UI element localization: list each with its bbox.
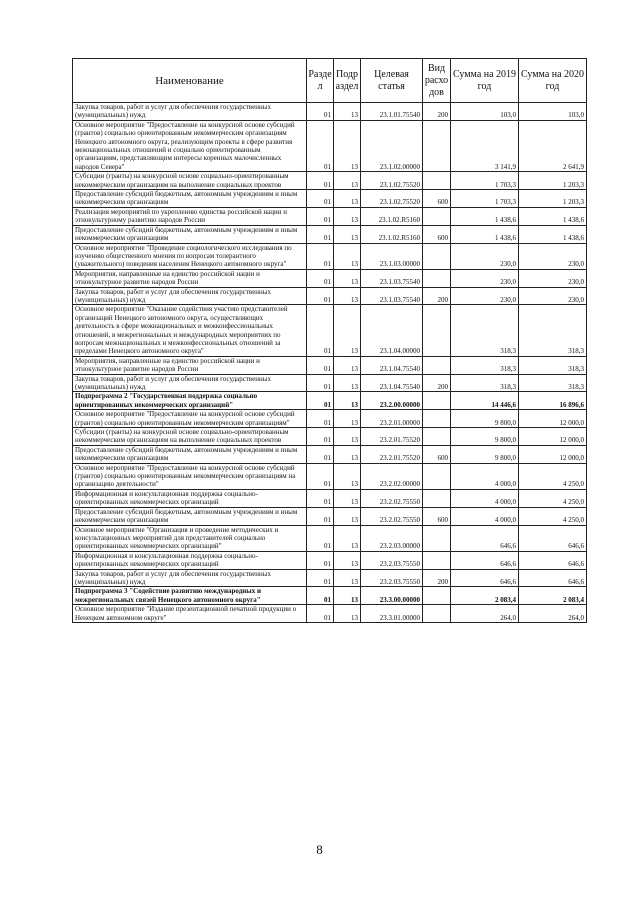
- row-podrazdel: 13: [334, 225, 361, 243]
- row-vid: 600: [423, 507, 451, 525]
- row-target: 23.1.03.75540: [361, 269, 423, 287]
- row-podrazdel: 13: [334, 392, 361, 410]
- row-razdel: 01: [307, 445, 334, 463]
- row-razdel: 01: [307, 525, 334, 551]
- row-podrazdel: 13: [334, 287, 361, 305]
- table-row: [73, 374, 587, 392]
- row-name: Закупка товаров, работ и услуг для обеспечения государственных (муниципальных) нужд: [73, 374, 307, 392]
- header-target: Целевая статья: [361, 59, 423, 103]
- row-sum-2019: 1 438,6: [451, 225, 519, 243]
- table-row: [73, 103, 587, 121]
- row-vid: [423, 243, 451, 269]
- row-name: Информационная и консультационная поддержка социально-ориентированных некоммерческих организаций: [73, 489, 307, 507]
- row-name: Основное мероприятие "Предоставление на конкурсной основе субсидий (грантов) социально ориентированным некоммерческим организациям Ненецкого автономного округа, реализующим проекты в сфере развития межнациональных отношений и социально ориентированным организациям, представляющим интересы коренных малочисленных народов Севера": [73, 120, 307, 171]
- row-target: 23.2.02.75550: [361, 489, 423, 507]
- row-sum-2020: 646,6: [519, 551, 587, 569]
- row-sum-2020: 230,0: [519, 243, 587, 269]
- row-podrazdel: 13: [334, 428, 361, 446]
- row-podrazdel: 13: [334, 587, 361, 605]
- row-sum-2020: 318,3: [519, 374, 587, 392]
- table-row: [73, 392, 587, 410]
- row-target: 23.2.01.75520: [361, 445, 423, 463]
- row-name: Основное мероприятие "Организация и проведение методических и консультационных мероприятий для представителей социально ориентированных некоммерческих организаций": [73, 525, 307, 551]
- row-razdel: 01: [307, 551, 334, 569]
- row-name: Закупка товаров, работ и услуг для обеспечения государственных (муниципальных) нужд: [73, 287, 307, 305]
- row-podrazdel: 13: [334, 463, 361, 489]
- row-sum-2020: 1 203,3: [519, 190, 587, 208]
- row-sum-2019: 230,0: [451, 269, 519, 287]
- row-sum-2019: 1 438,6: [451, 207, 519, 225]
- row-target: 23.2.01.75520: [361, 428, 423, 446]
- table-row: [73, 172, 587, 190]
- row-razdel: 01: [307, 190, 334, 208]
- row-podrazdel: 13: [334, 489, 361, 507]
- row-sum-2019: 318,3: [451, 356, 519, 374]
- row-sum-2019: 103,0: [451, 103, 519, 121]
- row-target: 23.1.04.00000: [361, 305, 423, 356]
- row-razdel: 01: [307, 463, 334, 489]
- table-row: [73, 569, 587, 587]
- row-target: 23.1.03.75540: [361, 287, 423, 305]
- row-sum-2020: 1 203,3: [519, 172, 587, 190]
- row-target: 23.2.02.75550: [361, 507, 423, 525]
- row-name: Предоставление субсидий бюджетным, автономным учреждениям и иным некоммерческим организациям: [73, 190, 307, 208]
- table-row: [73, 489, 587, 507]
- row-razdel: 01: [307, 243, 334, 269]
- row-target: 23.3.01.00000: [361, 605, 423, 623]
- row-sum-2020: 4 250,0: [519, 507, 587, 525]
- row-razdel: 01: [307, 269, 334, 287]
- row-vid: 200: [423, 103, 451, 121]
- row-target: 23.2.00.00000: [361, 392, 423, 410]
- row-vid: 600: [423, 225, 451, 243]
- header-sum-2020: Сумма на 2020 год: [519, 59, 587, 103]
- row-sum-2020: 318,3: [519, 305, 587, 356]
- row-sum-2019: 230,0: [451, 287, 519, 305]
- table-row: [73, 305, 587, 356]
- row-target: 23.2.02.00000: [361, 463, 423, 489]
- row-vid: [423, 207, 451, 225]
- row-sum-2020: 12 000,0: [519, 410, 587, 428]
- row-sum-2020: 646,6: [519, 525, 587, 551]
- row-sum-2019: 3 141,9: [451, 120, 519, 171]
- row-podrazdel: 13: [334, 507, 361, 525]
- table-row: [73, 207, 587, 225]
- row-razdel: 01: [307, 103, 334, 121]
- header-sum-2019: Сумма на 2019 год: [451, 59, 519, 103]
- row-vid: [423, 356, 451, 374]
- row-razdel: 01: [307, 374, 334, 392]
- row-sum-2020: 103,0: [519, 103, 587, 121]
- row-podrazdel: 13: [334, 103, 361, 121]
- row-razdel: 01: [307, 120, 334, 171]
- row-name: Мероприятия, направленные на единство российской нации и этнокультурное развитие народов России: [73, 356, 307, 374]
- row-sum-2019: 4 000,0: [451, 463, 519, 489]
- table-row: [73, 269, 587, 287]
- row-podrazdel: 13: [334, 569, 361, 587]
- row-name: Закупка товаров, работ и услуг для обеспечения государственных (муниципальных) нужд: [73, 103, 307, 121]
- row-vid: [423, 392, 451, 410]
- row-sum-2020: 230,0: [519, 287, 587, 305]
- row-sum-2019: 9 800,0: [451, 445, 519, 463]
- row-sum-2020: 230,0: [519, 269, 587, 287]
- table-row: [73, 287, 587, 305]
- table-row: [73, 410, 587, 428]
- row-sum-2020: 264,0: [519, 605, 587, 623]
- row-sum-2019: 9 800,0: [451, 410, 519, 428]
- row-target: 23.2.03.75550: [361, 569, 423, 587]
- row-name: Основное мероприятие "Оказание содействия участию представителей организаций Ненецкого автономного округа, осуществляющих деятельность в сфере межнациональных и межконфессиональных отношений, в межрегиональных и международных мероприятиях по вопросам межнациональных и межконфессиональных отношений за пределами Ненецкого автономного округа": [73, 305, 307, 356]
- row-vid: [423, 269, 451, 287]
- row-vid: [423, 587, 451, 605]
- row-podrazdel: 13: [334, 190, 361, 208]
- row-name: Субсидии (гранты) на конкурсной основе социально-ориентированным некоммерческим организациям на выполнение социальных проектов: [73, 172, 307, 190]
- table-header-row: [73, 59, 587, 103]
- table-row: [73, 507, 587, 525]
- row-vid: [423, 489, 451, 507]
- row-vid: 200: [423, 569, 451, 587]
- row-vid: [423, 525, 451, 551]
- row-podrazdel: 13: [334, 374, 361, 392]
- row-name: Подпрограмма 3 "Содействие развитию международных и межрегиональных связей Ненецкого автономного округа": [73, 587, 307, 605]
- row-target: 23.1.02.75520: [361, 172, 423, 190]
- row-razdel: 01: [307, 605, 334, 623]
- row-sum-2020: 1 438,6: [519, 225, 587, 243]
- row-razdel: 01: [307, 489, 334, 507]
- row-razdel: 01: [307, 569, 334, 587]
- row-target: 23.1.02.R5160: [361, 207, 423, 225]
- row-target: 23.1.03.00000: [361, 243, 423, 269]
- table-row: [73, 190, 587, 208]
- row-vid: [423, 305, 451, 356]
- row-sum-2019: 4 000,0: [451, 507, 519, 525]
- row-target: 23.1.01.75540: [361, 103, 423, 121]
- table-row: [73, 356, 587, 374]
- row-razdel: 01: [307, 305, 334, 356]
- row-sum-2020: 4 250,0: [519, 489, 587, 507]
- row-sum-2019: 318,3: [451, 305, 519, 356]
- row-name: Реализация мероприятий по укреплению единства российской нации и этнокультурному развитию народов России: [73, 207, 307, 225]
- row-podrazdel: 13: [334, 269, 361, 287]
- table-row: [73, 551, 587, 569]
- row-podrazdel: 13: [334, 243, 361, 269]
- row-name: Основное мероприятие "Проведение социологического исследования по изучению общественного мнения по вопросам толерантного (уважительного) поведения населения Ненецкого автономного округа": [73, 243, 307, 269]
- table-row: [73, 445, 587, 463]
- row-vid: 600: [423, 445, 451, 463]
- row-sum-2020: 2 083,4: [519, 587, 587, 605]
- table-row: [73, 525, 587, 551]
- row-vid: 200: [423, 287, 451, 305]
- row-podrazdel: 13: [334, 305, 361, 356]
- row-name: Подпрограмма 2 "Государственная поддержка социально ориентированных некоммерческих организаций": [73, 392, 307, 410]
- row-target: 23.1.02.R5160: [361, 225, 423, 243]
- row-vid: [423, 605, 451, 623]
- header-podrazdel: Подр аздел: [334, 59, 361, 103]
- header-name: Наименование: [73, 59, 307, 103]
- row-sum-2020: 318,3: [519, 356, 587, 374]
- row-name: Предоставление субсидий бюджетным, автономным учреждениям и иным некоммерческим организациям: [73, 445, 307, 463]
- row-razdel: 01: [307, 287, 334, 305]
- row-razdel: 01: [307, 172, 334, 190]
- row-razdel: 01: [307, 507, 334, 525]
- row-podrazdel: 13: [334, 605, 361, 623]
- row-podrazdel: 13: [334, 172, 361, 190]
- row-target: 23.2.01.00000: [361, 410, 423, 428]
- row-sum-2019: 264,0: [451, 605, 519, 623]
- row-target: 23.2.03.00000: [361, 525, 423, 551]
- row-sum-2020: 2 641,9: [519, 120, 587, 171]
- row-name: Основное мероприятие "Предоставление на конкурсной основе субсидий (грантов) социально ориентированным некоммерческим организациям": [73, 410, 307, 428]
- row-vid: [423, 172, 451, 190]
- row-sum-2020: 12 000,0: [519, 428, 587, 446]
- budget-table: [72, 58, 587, 623]
- row-sum-2020: 646,6: [519, 569, 587, 587]
- header-vid: Вид расхо дов: [423, 59, 451, 103]
- row-razdel: 01: [307, 207, 334, 225]
- row-sum-2019: 14 446,6: [451, 392, 519, 410]
- row-vid: [423, 463, 451, 489]
- row-podrazdel: 13: [334, 410, 361, 428]
- row-vid: [423, 120, 451, 171]
- row-sum-2019: 1 703,3: [451, 190, 519, 208]
- row-name: Закупка товаров, работ и услуг для обеспечения государственных (муниципальных) нужд: [73, 569, 307, 587]
- header-razdel: Разде л: [307, 59, 334, 103]
- row-podrazdel: 13: [334, 445, 361, 463]
- row-vid: [423, 428, 451, 446]
- row-vid: 200: [423, 374, 451, 392]
- row-podrazdel: 13: [334, 525, 361, 551]
- row-podrazdel: 13: [334, 551, 361, 569]
- table-row: [73, 120, 587, 171]
- row-target: 23.1.02.75520: [361, 190, 423, 208]
- row-sum-2020: 1 438,6: [519, 207, 587, 225]
- row-target: 23.1.04.75540: [361, 356, 423, 374]
- row-sum-2020: 12 000,0: [519, 445, 587, 463]
- row-target: 23.3.00.00000: [361, 587, 423, 605]
- row-target: 23.1.02.00000: [361, 120, 423, 171]
- table-row: [73, 605, 587, 623]
- row-sum-2019: 4 000,0: [451, 489, 519, 507]
- row-sum-2019: 646,6: [451, 525, 519, 551]
- row-sum-2019: 646,6: [451, 569, 519, 587]
- row-vid: [423, 410, 451, 428]
- row-sum-2019: 1 703,3: [451, 172, 519, 190]
- row-sum-2019: 230,0: [451, 243, 519, 269]
- row-razdel: 01: [307, 428, 334, 446]
- row-sum-2020: 16 896,6: [519, 392, 587, 410]
- row-sum-2019: 318,3: [451, 374, 519, 392]
- row-name: Основное мероприятие "Издание презентационной печатной продукции о Ненецком автономном округе": [73, 605, 307, 623]
- row-vid: [423, 551, 451, 569]
- row-podrazdel: 13: [334, 207, 361, 225]
- table-row: [73, 225, 587, 243]
- row-sum-2019: 2 083,4: [451, 587, 519, 605]
- row-name: Основное мероприятие "Предоставление на конкурсной основе субсидий (грантов) социально ориентированным некоммерческим организациям на организацию деятельности": [73, 463, 307, 489]
- row-razdel: 01: [307, 587, 334, 605]
- row-name: Предоставление субсидий бюджетным, автономным учреждениям и иным некоммерческим организациям: [73, 507, 307, 525]
- row-name: Мероприятия, направленные на единство российской нации и этнокультурное развитие народов России: [73, 269, 307, 287]
- row-sum-2020: 4 250,0: [519, 463, 587, 489]
- table-row: [73, 243, 587, 269]
- row-target: 23.1.04.75540: [361, 374, 423, 392]
- row-razdel: 01: [307, 410, 334, 428]
- row-vid: 600: [423, 190, 451, 208]
- row-sum-2019: 646,6: [451, 551, 519, 569]
- row-razdel: 01: [307, 225, 334, 243]
- row-name: Информационная и консультационная поддержка социально-ориентированных некоммерческих организаций: [73, 551, 307, 569]
- row-target: 23.2.03.75550: [361, 551, 423, 569]
- row-name: Субсидии (гранты) на конкурсной основе социально-ориентированным некоммерческим организациям на выполнение социальных проектов: [73, 428, 307, 446]
- page-number: 8: [316, 842, 323, 857]
- row-podrazdel: 13: [334, 120, 361, 171]
- table-row: [73, 587, 587, 605]
- row-razdel: 01: [307, 356, 334, 374]
- row-name: Предоставление субсидий бюджетным, автономным учреждениям и иным некоммерческим организациям: [73, 225, 307, 243]
- row-razdel: 01: [307, 392, 334, 410]
- table-row: [73, 428, 587, 446]
- row-podrazdel: 13: [334, 356, 361, 374]
- table-row: [73, 463, 587, 489]
- row-sum-2019: 9 800,0: [451, 428, 519, 446]
